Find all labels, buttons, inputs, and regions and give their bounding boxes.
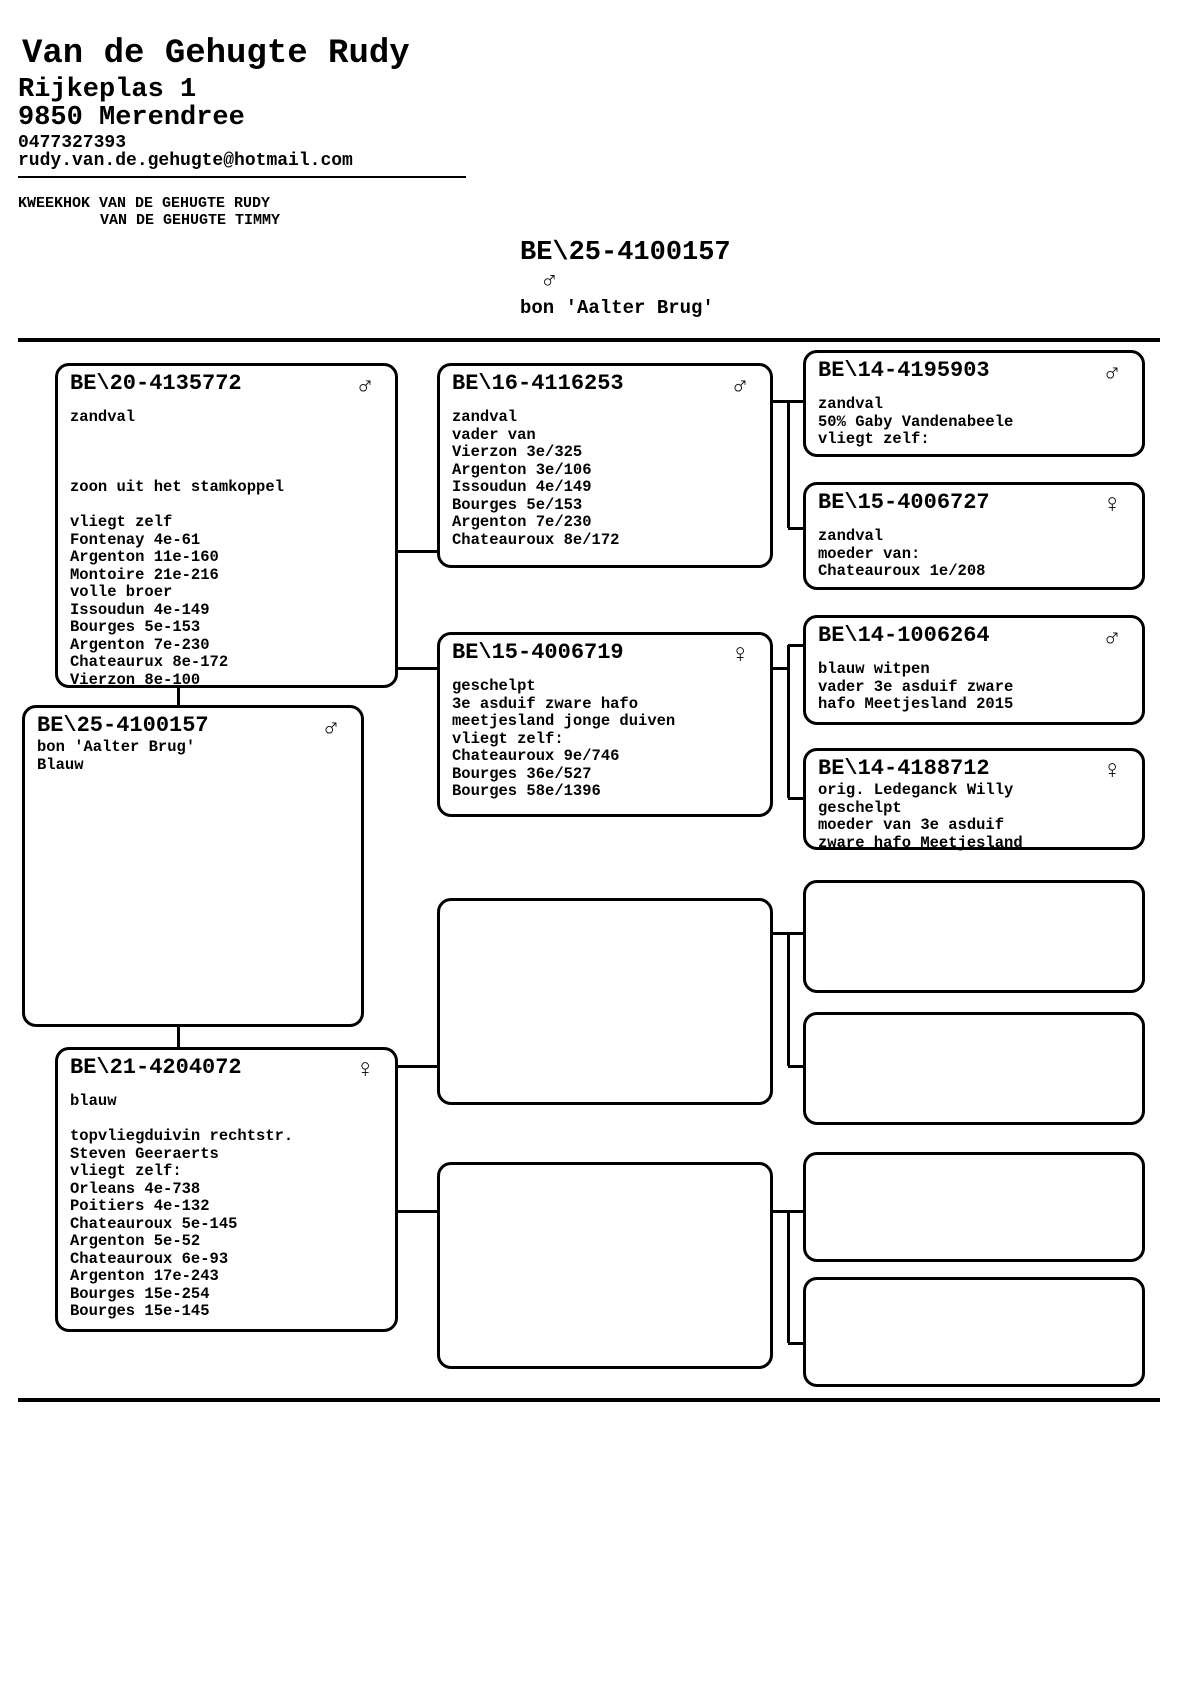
pedigree-text-line: moeder van 3e asduif — [818, 816, 1005, 834]
pedigree-text-line: Vierzon 3e/325 — [452, 443, 583, 461]
pedigree-text-line: Argenton 17e-243 — [70, 1267, 219, 1285]
pedigree-text-line: volle broer — [70, 583, 173, 601]
pedigree-box-sire-sire — [437, 363, 773, 568]
connector-line — [398, 1065, 437, 1068]
pedigree-text-line: zandval — [452, 408, 518, 426]
pedigree-box-dam-sire-sire — [803, 880, 1145, 993]
pedigree-text-line: Bourges 5e/153 — [452, 495, 583, 514]
male-icon: ♂ — [732, 371, 748, 401]
connector-line — [787, 933, 790, 1066]
pedigree-text-line: Fontenay 4e-61 — [70, 530, 201, 549]
female-icon: ♀ — [732, 640, 748, 670]
connector-line — [788, 1342, 803, 1345]
ring-number: BE\21-4204072 — [70, 1055, 242, 1080]
female-icon: ♀ — [1104, 756, 1120, 786]
pedigree-text-line: Chateaurux 8e-172 — [70, 653, 229, 671]
connector-line — [788, 527, 803, 530]
pedigree-box-sire-dam — [437, 632, 773, 817]
pedigree-text-line: Montoire 21e-216 — [70, 565, 219, 584]
pedigree-text-line: blauw — [70, 1092, 117, 1110]
pedigree-text-line — [70, 427, 383, 445]
pedigree-text-line: vliegt zelf: — [452, 729, 564, 748]
connector-line — [398, 550, 437, 553]
connector-line — [788, 1065, 803, 1068]
owner-email: rudy.van.de.gehugte@hotmail.com — [18, 151, 353, 171]
pedigree-text-line: Issoudun 4e/149 — [452, 478, 592, 496]
loft-name-line1: KWEEKHOK VAN DE GEHUGTE RUDY — [18, 195, 271, 212]
male-icon: ♂ — [1104, 358, 1120, 388]
ring-number: BE\14-4188712 — [818, 756, 990, 781]
pedigree-box-dam — [55, 1047, 398, 1332]
pedigree-text-line: zandval — [818, 527, 884, 545]
female-icon: ♀ — [357, 1055, 373, 1085]
pedigree-text-line: vliegt zelf — [70, 513, 173, 531]
owner-address-street: Rijkeplas 1 — [18, 75, 197, 105]
connector-line — [788, 797, 803, 800]
pedigree-text-line: Bourges 5e-153 — [70, 618, 201, 636]
pedigree-text-line: Chateauroux 1e/208 — [818, 562, 986, 580]
pedigree-text-line: Bourges 36e/527 — [452, 764, 592, 783]
connector-line — [177, 1027, 180, 1047]
pedigree-text-line: meetjesland jonge duiven — [452, 712, 676, 730]
pedigree-text-line: Chateauroux 5e-145 — [70, 1214, 238, 1233]
pedigree-box-sire-dam-sire — [803, 615, 1145, 725]
pedigree-text-line: topvliegduivin rechtstr. — [70, 1127, 294, 1145]
ring-number: BE\20-4135772 — [70, 371, 242, 396]
connector-line — [787, 1211, 790, 1343]
pedigree-text-line: Blauw — [37, 755, 84, 774]
owner-name: Van de Gehugte Rudy — [22, 35, 410, 73]
pedigree-text-line: blauw witpen — [818, 660, 930, 678]
pedigree-box-sire-dam-dam — [803, 748, 1145, 850]
male-icon: ♂ — [1104, 623, 1120, 653]
ring-number: BE\15-4006719 — [452, 640, 624, 665]
connector-line — [177, 688, 180, 705]
male-icon: ♂ — [542, 266, 558, 295]
connector-line — [787, 401, 790, 528]
pedigree-text-line: zoon uit het stamkoppel — [70, 478, 284, 496]
loft-name-line2: VAN DE GEHUGTE TIMMY — [100, 212, 281, 229]
pedigree-text-line: Vierzon 8e-100 — [70, 670, 201, 689]
pedigree-text-line: Argenton 7e/230 — [452, 513, 592, 531]
pedigree-text-line: bon 'Aalter Brug' — [37, 738, 196, 756]
pedigree-box-dam-sire — [437, 898, 773, 1105]
pedigree-text-line: Bourges 58e/1396 — [452, 782, 601, 800]
pedigree-text-line: Bourges 15e-145 — [70, 1302, 210, 1320]
pedigree-text-line: 50% Gaby Vandenabeele — [818, 412, 1014, 431]
pedigree-text-line: Chateauroux 9e/746 — [452, 747, 620, 765]
bird-ring-number: BE\25-4100157 — [520, 238, 731, 268]
connector-line — [398, 667, 437, 670]
pedigree-text-line: 3e asduif zware hafo — [452, 694, 639, 713]
pedigree-box-sire-sire-dam — [803, 482, 1145, 590]
owner-address-city: 9850 Merendree — [18, 103, 245, 133]
ring-number: BE\14-1006264 — [818, 623, 990, 648]
pedigree-text-line: Issoudun 4e-149 — [70, 600, 210, 619]
pedigree-text-line: vliegt zelf: — [70, 1162, 182, 1180]
top-divider-rule — [18, 338, 1160, 342]
pedigree-text-line: Argenton 7e-230 — [70, 635, 210, 654]
pedigree-text-line: geschelpt — [452, 677, 536, 695]
pedigree-box-dam-dam-sire — [803, 1152, 1145, 1262]
pedigree-text-line: Chateauroux 8e/172 — [452, 530, 620, 549]
pedigree-text-line: vader 3e asduif zware — [818, 677, 1014, 696]
pedigree-text-line: zandval — [818, 395, 884, 413]
pedigree-text-line: Orleans 4e-738 — [70, 1179, 201, 1198]
pedigree-text-line — [70, 444, 383, 462]
connector-line — [787, 645, 790, 798]
pedigree-text-line: zandval — [70, 408, 136, 426]
male-icon: ♂ — [357, 371, 373, 401]
bottom-divider-rule — [18, 1398, 1160, 1402]
pedigree-box-subject — [22, 705, 364, 1027]
pedigree-box-dam-dam — [437, 1162, 773, 1369]
bird-nickname: bon 'Aalter Brug' — [520, 297, 714, 319]
connector-line — [398, 1210, 437, 1213]
female-icon: ♀ — [1104, 490, 1120, 520]
ring-number: BE\14-4195903 — [818, 358, 990, 383]
pedigree-text-line: Poitiers 4e-132 — [70, 1197, 210, 1215]
pedigree-text-line: Argenton 11e-160 — [70, 548, 219, 566]
pedigree-text-line: orig. Ledeganck Willy — [818, 781, 1014, 799]
pedigree-text-line: Chateauroux 6e-93 — [70, 1249, 229, 1268]
pedigree-box-sire-sire-sire — [803, 350, 1145, 457]
pedigree-box-sire — [55, 363, 398, 688]
ring-number: BE\16-4116253 — [452, 371, 624, 396]
pedigree-text-line — [70, 462, 383, 480]
pedigree-text-line: vader van — [452, 425, 536, 444]
pedigree-text-line: moeder van: — [818, 544, 921, 563]
pedigree-text-line: geschelpt — [818, 798, 902, 817]
pedigree-text-line — [70, 1111, 383, 1129]
pedigree-box-dam-dam-dam — [803, 1277, 1145, 1387]
ring-number: BE\15-4006727 — [818, 490, 990, 515]
connector-line — [788, 644, 803, 647]
pedigree-text-line: zware hafo Meetjesland — [818, 833, 1023, 852]
pedigree-text-line: Bourges 15e-254 — [70, 1284, 210, 1303]
pedigree-text-line: hafo Meetjesland 2015 — [818, 695, 1014, 713]
header-underline — [18, 176, 466, 178]
ring-number: BE\25-4100157 — [37, 713, 209, 738]
bird-title — [520, 238, 731, 318]
pedigree-text-line: Steven Geeraerts — [70, 1144, 219, 1163]
pedigree-text-line: Argenton 3e/106 — [452, 460, 592, 479]
pedigree-box-dam-sire-dam — [803, 1012, 1145, 1125]
male-icon: ♂ — [323, 713, 339, 743]
owner-phone: 0477327393 — [18, 133, 127, 153]
pedigree-text-line: Argenton 5e-52 — [70, 1232, 201, 1250]
pedigree-text-line: vliegt zelf: — [818, 430, 930, 448]
pedigree-text-line — [70, 497, 383, 515]
